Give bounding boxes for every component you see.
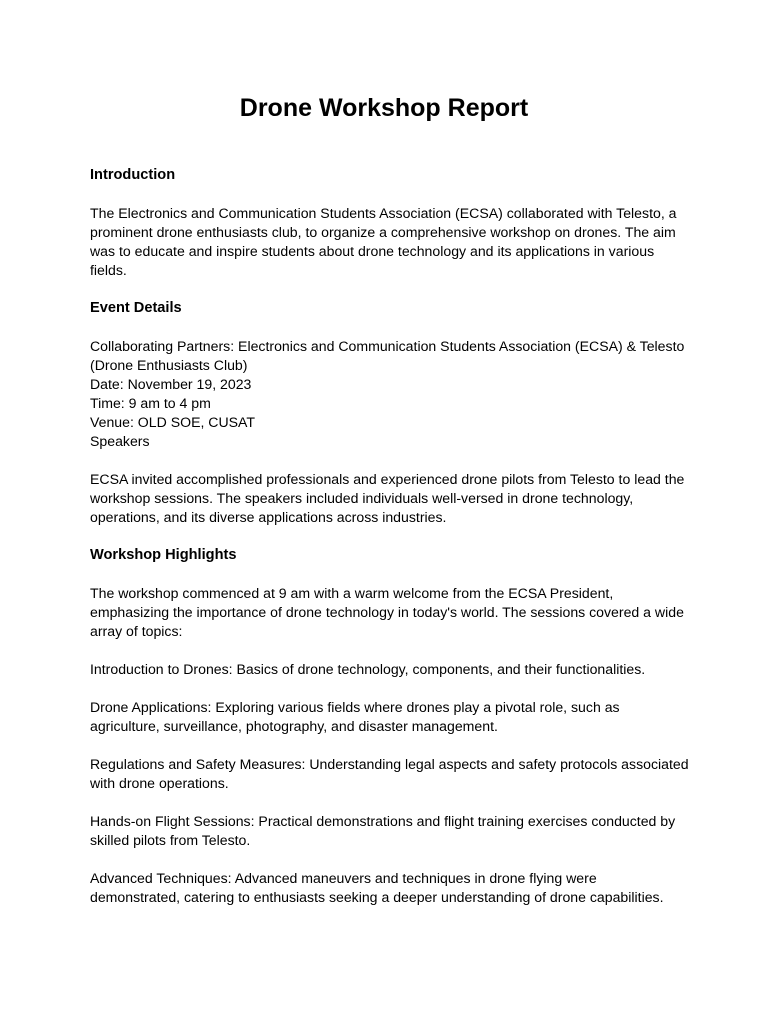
workshop-highlights-section — [90, 546, 690, 907]
introduction-section — [90, 166, 690, 280]
speakers-paragraph: ECSA invited accomplished professionals and experienced drone pilots from Telesto to lead the workshop sessions. The speakers included individuals well-versed in drone technology, operations, and its diverse applications across industries. — [90, 471, 685, 525]
event-date: Date: November 19, 2023 — [90, 376, 252, 392]
event-details-heading: Event Details — [90, 300, 182, 316]
speakers-label: Speakers — [90, 433, 150, 449]
introduction-paragraph: The Electronics and Communication Students Association (ECSA) collaborated with Telesto, a prominent drone enthusiasts club, to organize a comprehensive workshop on drones. The aim was to educate and inspire students about drone technology and its applications in various fields. — [90, 205, 677, 278]
topic-item: Drone Applications: Exploring various fields where drones play a pivotal role, such as agriculture, surveillance, photography, and disaster management. — [90, 699, 620, 734]
workshop-highlights-heading: Workshop Highlights — [90, 547, 237, 563]
topic-item: Advanced Techniques: Advanced maneuvers and techniques in drone flying were demonstrated, catering to enthusiasts seeking a deeper understanding of drone capabilities. — [90, 870, 664, 905]
event-time: Time: 9 am to 4 pm — [90, 395, 211, 411]
document-title: Drone Workshop Report — [239, 94, 529, 122]
highlights-intro: The workshop commenced at 9 am with a warm welcome from the ECSA President, emphasizing the importance of drone technology in today's world. The sessions covered a wide array of topics: — [90, 585, 684, 639]
topic-item: Introduction to Drones: Basics of drone technology, components, and their functionalities. — [90, 661, 646, 677]
collaborating-partners: Collaborating Partners: Electronics and Communication Students Association (ECSA) & Telesto (Drone Enthusiasts Club) — [90, 338, 685, 373]
topic-item: Hands-on Flight Sessions: Practical demonstrations and flight training exercises conducted by skilled pilots from Telesto. — [90, 813, 676, 848]
document-body — [90, 166, 690, 907]
event-venue: Venue: OLD SOE, CUSAT — [90, 414, 256, 430]
topic-item: Regulations and Safety Measures: Understanding legal aspects and safety protocols associated with drone operations. — [90, 756, 689, 791]
event-details-section — [90, 299, 690, 527]
introduction-heading: Introduction — [90, 167, 176, 183]
